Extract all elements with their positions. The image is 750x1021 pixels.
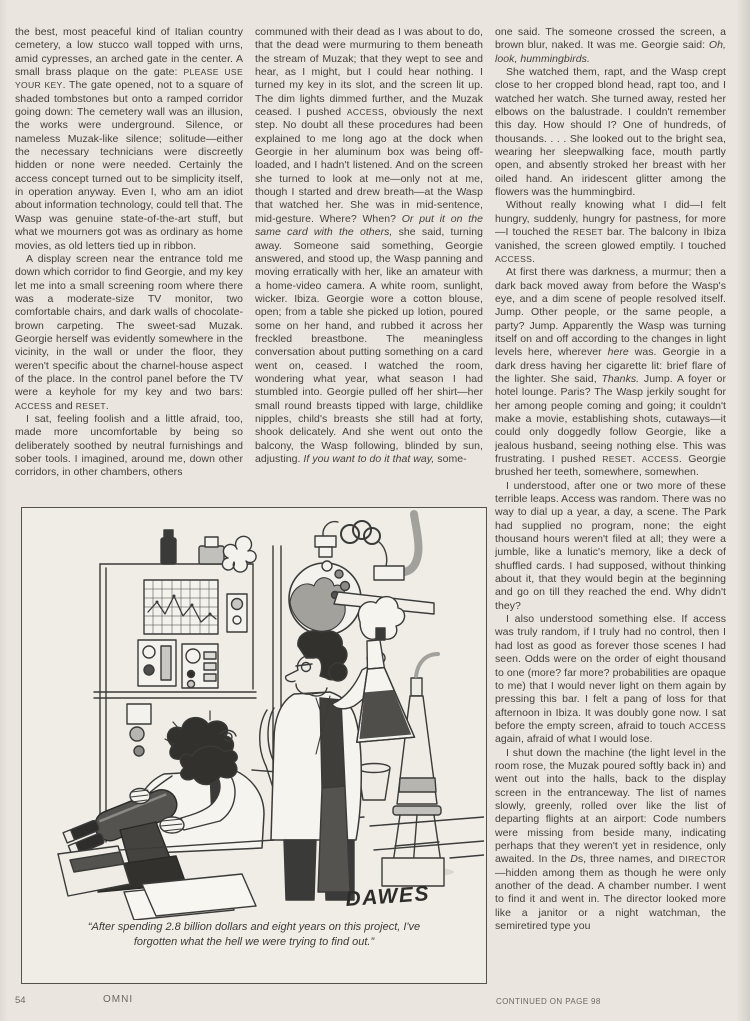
text-column-3 xyxy=(495,26,726,988)
text-column-2 xyxy=(255,26,483,508)
paragraph: I also understood something else. If access was truly random, if I truly had no control, then I had lost as good as forever those scenes I had seen. Odds were on the order of eight thousand to one (more? far more? probabilities are opaque to me) that I would never light on them again by pressing this bar. I felt a pang of loss for that afternoon in Ibiza. It was doubly gone now. I sat before the empty screen, afraid to touch ACCESS again, afraid of what I would lose. xyxy=(495,613,726,746)
paragraph: Without really knowing what I did—I felt hungry, suddenly, hungry for pastness, for more—I touched the RESET bar. The balcony in Ibiza vanished, the screen glowed emptily. I touched ACCESS. xyxy=(495,199,726,265)
paragraph: A display screen near the entrance told me down which corridor to find Georgie, and my key let me into a small screening room where there was a moderate-size TV monitor, two comfortable chairs, and dark walls of chocolate-brown carpeting. The sweet-sad Muzak. Georgie herself was evidently somewhere in the vicinity, in the wall or under the floor, they weren't specific about the charnel-house aspect of the place. In the control panel before the TV were a keyhole for my key and two bars: ACCESS and RESET. xyxy=(15,252,243,412)
text-column-1 xyxy=(15,26,243,508)
paragraph: I understood, after one or two more of these terrible leaps. Access was random. There was no way to dial up a year, a day, a scene. The Park had supplied no program, none; the eight thousand hours weren't filed at all; they were a jumble, like a lunatic's memory, like a deck of shuffled cards. I had supposed, without thinking about it, that they would begin at the beginning and go on till they reached the end. Why didn't they? xyxy=(495,479,726,612)
paragraph: communed with their dead as I was about to do, that the dead were murmuring to them beneath the stream of Muzak; that they wept to see and hear, as I might, but I could hear nothing. I turned my key in its slot, and the screen lit up. The dim lights dimmed further, and the Muzak ceased. I pushed ACCESS, obviously the next step. No doubt all these procedures had been explained to me long ago at the dock when Georgie in her aluminum box was being off-loaded, and I hadn't listened. And on the screen she turned to look at me—only not at me, though I started and drew breath—at the Wasp that watched her. She was in mid-sentence, mid-gesture. Where? When? Or put it on the same card with the others, she said, turning away. Someone said something, Georgie answered, and stood up, the Wasp panning and moving erratically with her, like an amateur with a home-video camera. A white room, sunlight, wicker. Ibiza. Georgie wore a cotton blouse, open; from a table she picked up lotion, poured some on her hand, and rubbed it across her freckled breastbone. The meaningless conversation about putting something on a card went on, ceased. I watched the room, wondering what year, what season I had stumbled into. Georgie pulled off her shirt—her small round breasts tipped with large, childlike nipples, child's breasts she still had at forty, shook delicately. And she went out onto the balcony, the Wasp following, blinded by sun, adjusting. If you want to do it that way, some- xyxy=(255,26,483,465)
magazine-name: OMNI xyxy=(103,994,134,1005)
paragraph: I shut down the machine (the light level in the room rose, the Muzak poured softly back in) and went out into the halls, back to the display screen in the entranceway. The list of names slowly, greenly, rolled over like the list of departing flights at an airport: Code numbers were missing from beside many, indicating perhaps that they weren't yet in residence, only awaited. In the Ds, three names, and DIRECTOR—hidden among them as though he were only another of the dead. A chamber number. I went to find it and went in. The director looked more like a janitor or a night watchman, the semiretired type you xyxy=(495,746,726,933)
continuation-notice: CONTINUED ON PAGE 98 xyxy=(496,997,601,1006)
paragraph: At first there was darkness, a murmur; then a dark back moved away from before the Wasp's eye, and a dim scene of people resolved itself. Jump. Other people, or the same people, a party? Jump. Apparently the Wasp was turning itself on and off according to the changes in light levels here, wherever here was. Georgie in a dark dress having her cigarette lit: brief flare of the lighter. She said, Thanks. Jump. A foyer or hotel lounge. Paris? The Wasp jerkily sought for her among people coming and going; it couldn't make a movie, establishing shots, cutaways—it could only doggedly follow Georgie, like a jealous husband, seeing nothing else. This was frustrating. I pushed RESET. ACCESS. Georgie brushed her teeth, somewhere, somewhen. xyxy=(495,266,726,479)
paragraph: I sat, feeling foolish and a little afraid, too, made more uncomfortable by being so deliberately soothed by neutral furnishings and sober tools. I imagined, around me, down other corridors, in other chambers, others xyxy=(15,412,243,479)
paragraph: She watched them, rapt, and the Wasp crept close to her cropped blond head, rapt too, and I watched her watch. She turned away, rested her elbows on the balustrade. I couldn't remember this day. How should I? One of hundreds, of thousands. . . . She looked out to the bright sea, wearing her sleepwalking face, mouth partly open, and absently stroked her breast with her oiled hand. An iridescent glitter among the flowers was the hummingbird. xyxy=(495,66,726,199)
page-number: 54 xyxy=(15,995,26,1006)
cartoonist-signature: DAWES xyxy=(344,882,431,911)
paragraph: the best, most peaceful kind of Italian country cemetery, a low stucco wall topped with urns, amid cypresses, an arched gate in the center. A small brass plaque on the gate: PLEASE USE YOUR KEY. The gate opened, not to a square of shaded tombstones but onto a ramped corridor going down: The cemetery wall was an illusion, the works were underground. Silence, or nameless Muzak-like silence; solitude—either the necessary technicians were discreetly hidden or none were needed. Certainly the access concept turned out to be simplicity itself, in operation anyway. Even I, who am an idiot about information technology, could tell that. The Wasp was genuine state-of-the-art stuff, but what we mourners got was as ordinary as home movies, as old letters tied up in ribbon. xyxy=(15,26,243,252)
cartoon-caption: “After spending 2.8 billion dollars and eight years on this project, I've forgotten what the hell we were trying to find out.” xyxy=(87,921,421,948)
paragraph: one said. The someone crossed the screen, a brown blur, naked. It was me. Georgie said: Oh, look, hummingbirds. xyxy=(495,26,726,65)
cartoon-illustration xyxy=(24,508,484,920)
cartoon-panel xyxy=(21,507,487,984)
